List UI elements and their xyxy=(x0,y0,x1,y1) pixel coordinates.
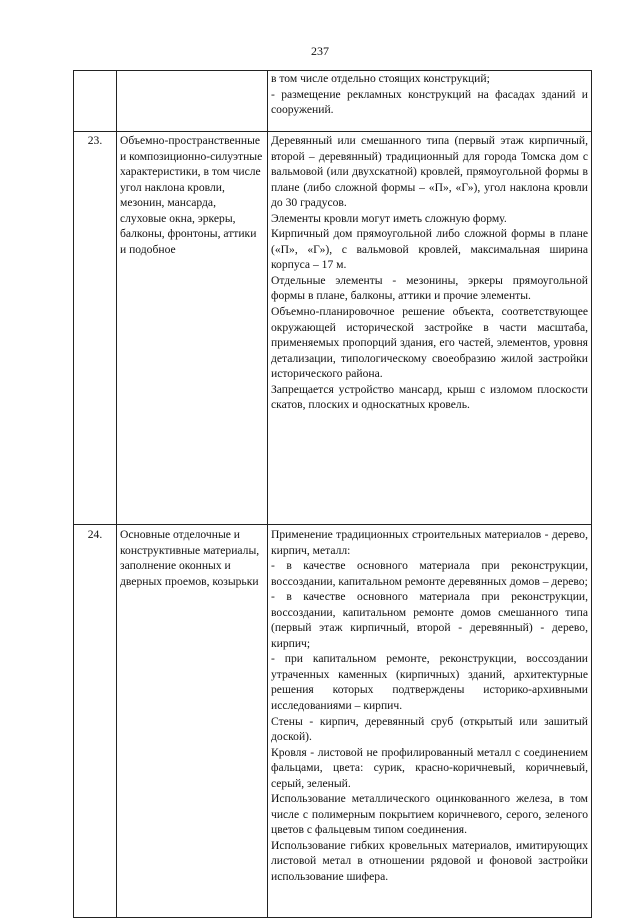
requirement-paragraph: Применение традиционных строительных материалов - дерево, кирпич, металл: xyxy=(271,528,588,557)
table-row xyxy=(74,132,592,525)
regulations-table xyxy=(73,70,592,918)
requirement-paragraph: Элементы кровли могут иметь сложную форму. xyxy=(271,211,507,225)
requirement-paragraph: Использование металлического оцинкованного железа, в том числе с полимерным покрытием коричневого, серого, зеленого цветов с фальцевым типом соединения. xyxy=(271,792,588,837)
row-number-cell: 24. xyxy=(74,525,117,918)
requirement-paragraph: Кровля - листовой не профилированный металл с соединением фальцами, цвета: сурик, красно-коричневый, коричневый, серый, зеленый. xyxy=(271,745,588,790)
table-row xyxy=(74,525,592,918)
characteristic-name-cell: Основные отделочные и конструктивные материалы, заполнение оконных и дверных проемов, козырьки xyxy=(117,525,268,918)
requirements-cell xyxy=(268,525,592,918)
page-number: 237 xyxy=(311,44,329,58)
requirement-paragraph: - в качестве основного материала при реконструкции, воссоздании, капитальном ремонте деревянных домов – дерево; xyxy=(271,559,588,588)
requirement-paragraph: Объемно-планировочное решение объекта, соответствующее окружающей исторической застройке в части масштаба, применяемых пропорций здания, его частей, элементов, уровня детализации, типологическому своеобразию жилой застройки исторического района. xyxy=(271,305,588,381)
requirements-cell xyxy=(268,71,592,132)
requirements-cell xyxy=(268,132,592,525)
row-number-cell xyxy=(74,71,117,132)
requirement-paragraph: Запрещается устройство мансард, крыш с изломом плоскости скатов, плоских и односкатных кровель. xyxy=(271,382,588,412)
requirement-paragraph: - при капитальном ремонте, реконструкции, воссоздании утраченных каменных (кирпичных) зданий, архитектурные решения которых подтверждены историко-архивными исследованиями – кирпич. xyxy=(271,652,588,713)
characteristic-name-cell: Объемно-пространственные и композиционно-силуэтные характеристики, в том числе угол наклона кровли, мезонин, мансарда, слуховые окна, эркеры, балконы, фронтоны, аттики и подобное xyxy=(117,132,268,525)
requirement-paragraph: - в качестве основного материала при реконструкции, воссоздании, капитальном ремонте домов смешанного типа (первый этаж кирпичный, второй - деревянный) - дерево, кирпич; xyxy=(271,590,588,650)
requirement-paragraph: Использование гибких кровельных материалов, имитирующих листовой метал в отношении рядовой и фоновой застройки использование шифера. xyxy=(271,838,588,884)
requirement-paragraph: Отдельные элементы - мезонины, эркеры прямоугольной формы в плане, балконы, аттики и прочие элементы. xyxy=(271,273,588,303)
requirement-paragraph: - размещение рекламных конструкций на фасадах зданий и сооружений. xyxy=(271,87,588,117)
characteristic-name-cell xyxy=(117,71,268,132)
requirement-paragraph: Кирпичный дом прямоугольной либо сложной формы в плане («П», «Г»), с вальмовой кровлей, максимальная ширина корпуса – 17 м. xyxy=(271,227,588,272)
requirement-paragraph: в том числе отдельно стоящих конструкций; xyxy=(271,72,490,85)
row-number-cell: 23. xyxy=(74,132,117,525)
requirement-paragraph: Стены - кирпич, деревянный сруб (открытый или зашитый доской). xyxy=(271,714,588,744)
table-row xyxy=(74,71,592,132)
requirement-paragraph: Деревянный или смешанного типа (первый этаж кирпичный, второй – деревянный) традиционный для города Томска дом с вальмовой (или двухскатной) кровлей, прямоугольной формы в плане (либо сложной формы – «П», «Г»), угол наклона кровли до 30 градусов. xyxy=(271,134,588,210)
